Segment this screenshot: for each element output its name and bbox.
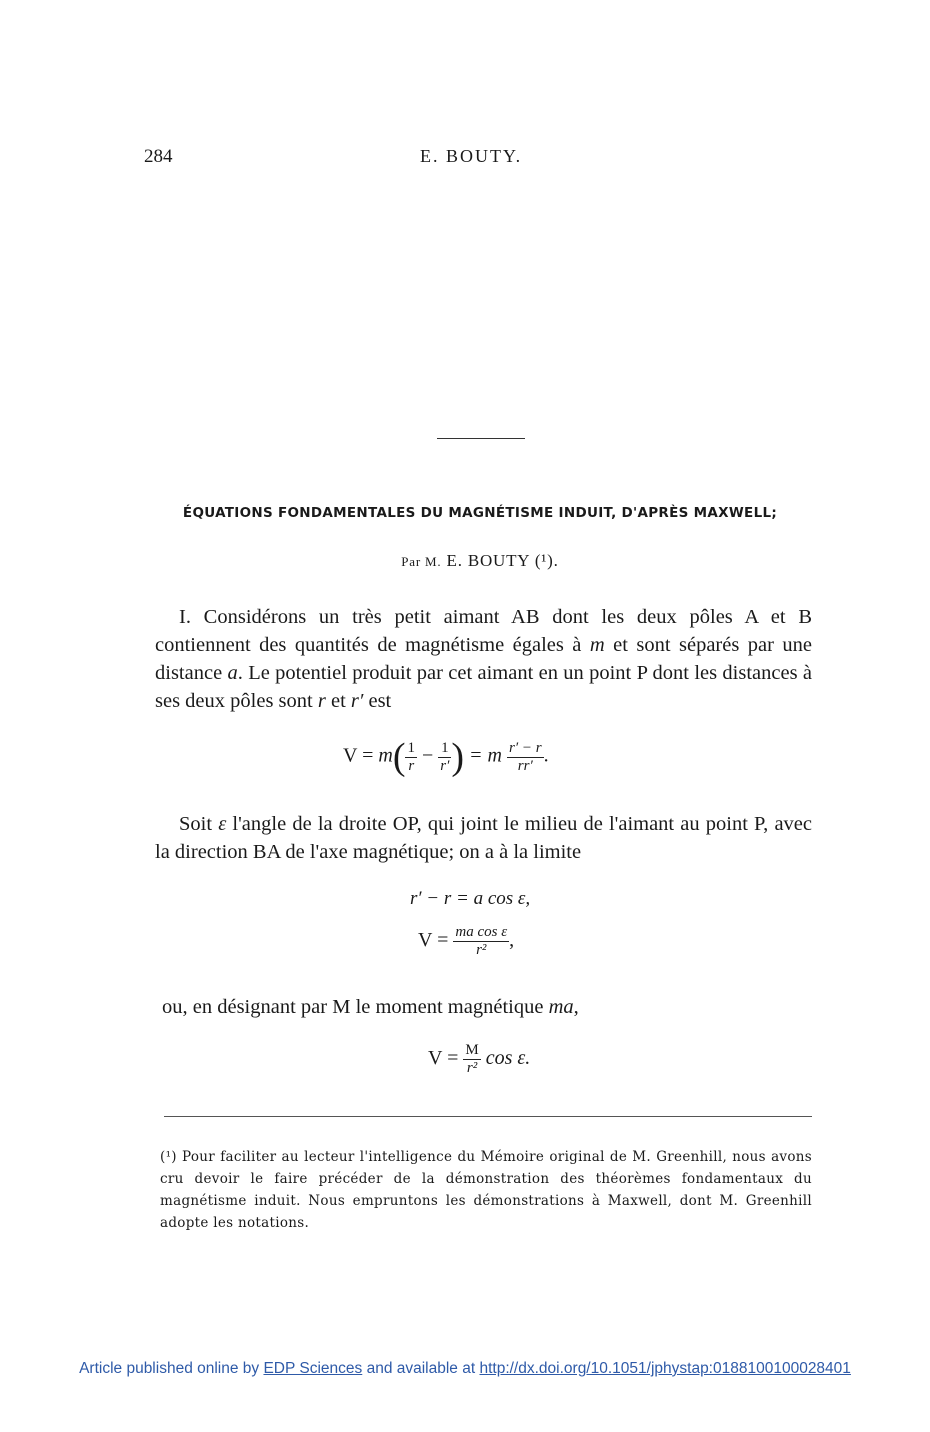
para2-text-a: Soit [179, 813, 219, 835]
equation-3 [418, 924, 618, 968]
footnote [160, 1146, 812, 1234]
footer-middle: and available at [362, 1360, 480, 1377]
eq1-m: m [378, 744, 393, 767]
eq1-f2-den: r′ [440, 757, 450, 774]
footer-prefix: Article published online by [79, 1360, 264, 1377]
footnote-mark: (¹) [160, 1149, 177, 1165]
eq1-f1-num: 1 [407, 739, 415, 756]
paragraph-3 [162, 993, 819, 1021]
eq1-lhs: V = [343, 744, 379, 767]
eq1-eq-m: = m [464, 744, 507, 767]
equation-4 [428, 1042, 628, 1088]
doi-link[interactable]: http://dx.doi.org/10.1051/jphystap:0188100100028401 [479, 1360, 851, 1377]
eq1-frac-2 [438, 740, 451, 775]
eq4-rhs: cos ε. [480, 1047, 531, 1070]
eq1-minus: − [416, 744, 439, 767]
footnote-text: Pour faciliter au lecteur l'intelligence du Mémoire original de M. Greenhill, nous avons cru devoir le faire précéder de la démonstration des théorèmes fondamentaux du magnétisme induit. Nous empruntons les démonstrations à Maxwell, dont M. Greenhill adopte les notations. [160, 1149, 812, 1231]
para1-r-prime: r′ [350, 690, 364, 712]
byline-prefix: Par M. [401, 554, 442, 569]
para3-text-a: ou, en désignant par M le moment magnétique [162, 996, 549, 1018]
page-number: 284 [144, 146, 173, 167]
para1-a: a [227, 662, 238, 684]
eq1-f3-num: r′ − r [509, 739, 542, 756]
para1-text-b: et sont séparés par une distance [155, 634, 812, 684]
running-head: E. BOUTY. [420, 146, 523, 166]
eq1-f3-den: rr′ [507, 757, 544, 775]
eq1-end: . [543, 744, 549, 767]
eq3-den: r² [453, 941, 509, 959]
para2-text-b: l'angle de la droite OP, qui joint le milieu de l'aimant au point P, avec la direction BA de l'axe magnétique; on a à la limite [155, 813, 812, 863]
eq1-frac-3 [507, 740, 544, 775]
paragraph-1 [155, 603, 812, 715]
footnote-rule [164, 1116, 812, 1117]
eq1-f1-den: r [405, 757, 417, 775]
equation-2: r′ − r = a cos ε, [410, 888, 531, 909]
para1-text-d: et [325, 690, 351, 712]
para2-eps: ε [218, 813, 227, 835]
article-title: ÉQUATIONS FONDAMENTALES DU MAGNÉTISME INDUIT, D'APRÈS MAXWELL; [182, 505, 778, 521]
para1-r: r [317, 690, 326, 712]
eq3-end: , [509, 929, 515, 952]
para3-text-b: , [573, 996, 579, 1018]
paragraph-2 [155, 810, 812, 866]
eq4-num: M [465, 1042, 479, 1058]
para1-text-c: . Le potentiel produit par cet aimant en un point P dont les distances à ses deux pôles sont [155, 662, 812, 712]
equation-1 [343, 738, 643, 790]
eq4-frac [463, 1042, 480, 1077]
byline-note: (¹). [534, 551, 559, 570]
eq3-num: ma cos ε [455, 924, 508, 940]
para3-ma: ma [548, 996, 574, 1018]
para1-m: m [589, 634, 605, 656]
byline-author: E. BOUTY [446, 551, 530, 570]
paren-close: ) [451, 736, 465, 778]
byline [150, 551, 810, 571]
eq3-frac [453, 924, 509, 959]
separator-rule [437, 438, 525, 439]
eq1-f2-num: 1 [441, 739, 449, 756]
eq1-frac-1 [405, 740, 417, 775]
para1-text-a: I. Considérons un très petit aimant AB dont les deux pôles A et B contiennent des quantités de magnétisme égales à [155, 606, 812, 656]
para1-text-e: est [363, 690, 392, 712]
paren-open: ( [392, 736, 406, 778]
publisher-link[interactable]: EDP Sciences [263, 1360, 363, 1377]
footer-notice [0, 1360, 930, 1378]
eq4-lhs: V = [428, 1047, 464, 1070]
eq3-lhs: V = [418, 929, 454, 952]
eq4-den: r² [463, 1059, 480, 1077]
